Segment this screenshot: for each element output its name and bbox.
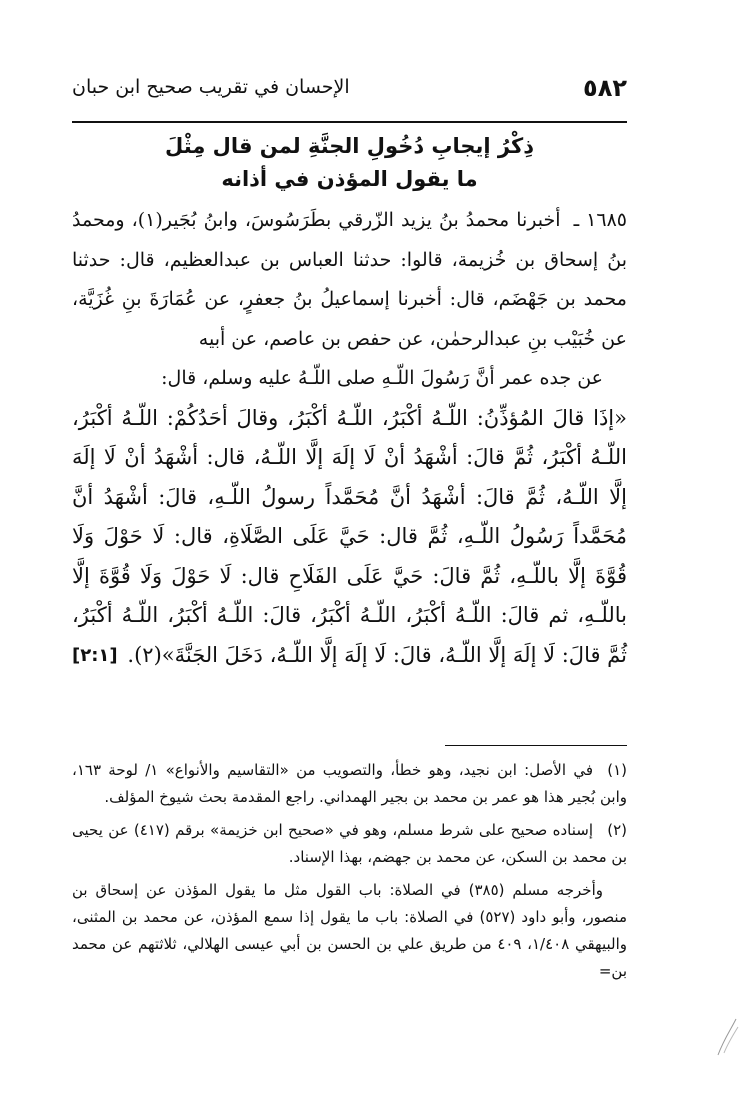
section-title-line-1: ذِكْرُ إيجابِ دُخُولِ الجنَّةِ لمن قال مِثْلَ [165,134,534,158]
footnote-marker: (١) [607,761,627,779]
section-title [72,130,627,196]
footnote-marker: (٢) [607,821,627,839]
hadith-isnad-paragraph [72,201,627,359]
footnote-1 [72,757,627,811]
hadith-matn: «إذَا قالَ المُؤذِّنُ: اللّـهُ أكْبَرُ، اللّـهُ أكْبَرُ، وقالَ أحَدُكُمْ: اللّـهُ أكْبَرُ، اللّـهُ أكْبَرُ، ثُمَّ قالَ: أشْهَدُ أنْ لَا إلَهَ إلَّا اللّـهُ، قال: أشْهَدُ أنْ لَا إلَهَ إلَّا اللّـهُ، ثُمَّ قالَ: أشْهَدُ أنَّ مُحَمَّداً رسولُ اللّـهِ، قالَ: أشْهَدُ أنَّ مُحَمَّداً رَسُولُ اللّـهِ، ثُمَّ قال: حَيَّ عَلَى الصَّلَاةِ، قال: لَا حَوْلَ وَلَا قُوَّةَ إلَّا باللّـهِ، ثُمَّ قالَ: حَيَّ عَلَى الفَلَاحِ قال: لَا حَوْلَ وَلَا قُوَّةَ إلَّا باللّـهِ، ثم قالَ: اللّـهُ أكْبَرُ، اللّـهُ أكْبَرُ، قالَ: اللّـهُ أكْبَرُ، اللّـهُ أكْبَرُ، ثُمَّ قالَ: لَا إلَهَ إلَّا اللّـهُ، قالَ: لَا إلَهَ إلَّا اللّـهُ، دَخَلَ الجَنَّةَ»(٢). [72,405,627,667]
hadith-matn-paragraph [72,399,627,676]
footnote-text: إسناده صحيح على شرط مسلم، وهو في «صحيح ابن خزيمة» برقم (٤١٧) عن يحيى بن محمد بن السكن، عن محمد بن جهضم، بهذا الإسناد. [72,821,627,866]
footnote-divider [445,745,627,746]
hadith-body [72,201,627,675]
hadith-isnad-end: عن جده عمر أنَّ رَسُولَ اللّـهِ صلى اللّـهُ عليه وسلم، قال: [161,367,603,389]
footnote-continuation-text: وأخرجه مسلم (٣٨٥) في الصلاة: باب القول مثل ما يقول المؤذن عن إسحاق بن منصور، وأبو داود (٥٢٧) في الصلاة: باب ما يقول إذا سمع المؤذن، عن محمد بن المثنى، والبيهقي ١/٤٠٨، ٤٠٩ من طريق علي بن الحسن بن أبي عيسى الهلالي، ثلاثتهم عن محمد بن= [72,881,627,980]
hadith-isnad: أخبرنا محمدُ بنُ يزيد الزّرقي بطَرَسُوسَ، وابنُ بُجَير(١)، ومحمدُ بنُ إسحاق بن خُزيمة، قالوا: حدثنا العباس بن عبدالعظيم، قال: حدثنا محمد بن جَهْضَم، قال: أخبرنا إسماعيلُ بنُ جعفرٍ، عن عُمَارَةَ بنِ غُزَيَّة، عن خُبَيْب بنِ عبدالرحمٰن، عن حفص بن عاصم، عن أبيه [72,209,627,350]
page-header [72,74,627,108]
footnote-2-continuation [72,877,627,985]
section-title-line-2: ما يقول المؤذن في أذانه [221,167,478,191]
footnote-2 [72,817,627,871]
hadith-reference: [٢:١] [72,644,118,666]
page-curl-mark [716,1017,740,1057]
header-divider [72,121,627,123]
footnote-text: في الأصل: ابن نجيد، وهو خطأ، والتصويب من «التقاسيم والأنواع» ١/ لوحة ١٦٣، وابن بُجير هذا هو عمر بن محمد بن بجير الهمداني. راجع المقدمة بحث شيوخ المؤلف. [72,761,627,806]
running-title: الإحسان في تقريب صحيح ابن حبان [72,76,350,98]
footnotes [72,757,627,985]
page-number: ٥٨٢ [583,74,627,102]
hadith-isnad-end-paragraph [72,359,627,399]
hadith-number: ١٦٨٥ ـ [573,209,627,231]
